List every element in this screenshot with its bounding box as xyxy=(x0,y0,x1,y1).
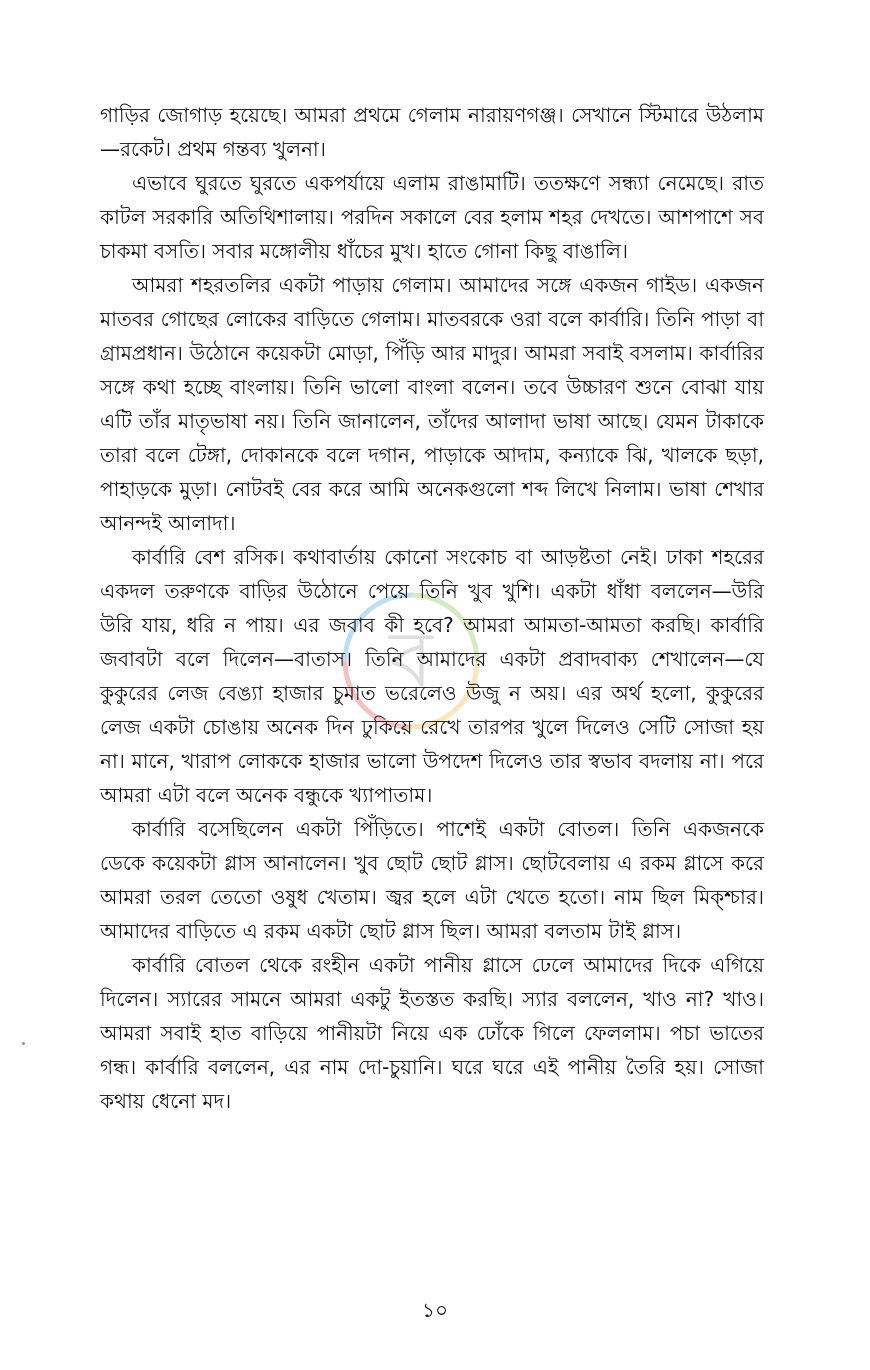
paragraph-1: গাড়ির জোগাড় হয়েছে। আমরা প্রথমে গেলাম নারায়ণগঞ্জ। সেখানে স্টিমারে উঠলাম—রকেট। প্রথম গন্তব্য খুলনা। xyxy=(100,103,764,161)
paragraph-5: কার্বারি বসেছিলেন একটা পিঁড়িতে। পাশেই একটা বোতল। তিনি একজনকে ডেকে কয়েকটা গ্লাস আনালেন। খুব ছোট ছোট গ্লাস। ছোটবেলায় এ রকম গ্লাসে করে আমরা তরল তেতো ওষুধ খেতাম। জ্বর হলে এটা খেতে হতো। নাম ছিল মিক্‌শ্চার। আমাদের বাড়িতে এ রকম একটা ছোট গ্লাস ছিল। আমরা বলতাম টাই গ্লাস। xyxy=(100,817,764,943)
page-number: ১০ xyxy=(422,1298,448,1322)
paragraph-4: কার্বারি বেশ রসিক। কথাবার্তায় কোনো সংকোচ বা আড়ষ্টতা নেই। ঢাকা শহরের একদল তরুণকে বাড়ির উঠোনে পেয়ে তিনি খুব খুশি। একটা ধাঁধা বললেন—উরি উরি যায়, ধরি ন পায়। এর জবাব কী হবে? আমরা আমতা-আমতা করছি। কার্বারি জবাবটা বলে দিলেন—বাতাস। তিনি আমাদের একটা প্রবাদবাক্য শেখালেন—যে কুকুরের লেজ বেঙ্যা হাজার চুমাত ভরেলেও উজু ন অয়। এর অর্থ হলো, কুকুরের লেজ একটা চোঙায় অনেক দিন ঢুকিয়ে রেখে তারপর খুলে দিলেও সেটি সোজা হয় না। মানে, খারাপ লোককে হাজার ভালো উপদেশ দিলেও তার স্বভাব বদলায় না। পরে আমরা এটা বলে অনেক বন্ধুকে খ্যাপাতাম। xyxy=(100,545,764,807)
paragraph-2: এভাবে ঘুরতে ঘুরতে একপর্যায়ে এলাম রাঙামাটি। ততক্ষণে সন্ধ্যা নেমেছে। রাত কাটল সরকারি অতিথিশালায়। পরদিন সকালে বের হলাম শহর দেখতে। আশপাশে সব চাকমা বসতি। সবার মঙ্গোলীয় ধাঁচের মুখ। হাতে গোনা কিছু বাঙালি। xyxy=(100,171,764,263)
watermark-glyph: ব xyxy=(389,615,433,705)
body-text xyxy=(100,98,764,1118)
paragraph-6: কার্বারি বোতল থেকে রংহীন একটা পানীয় গ্লাসে ঢেলে আমাদের দিকে এগিয়ে দিলেন। স্যারের সামনে আমরা একটু ইতস্তত করছি। স্যার বললেন, খাও না? খাও। আমরা সবাই হাত বাড়িয়ে পানীয়টা নিয়ে এক ঢোঁকে গিলে ফেললাম। পচা ভাতের গন্ধ। কার্বারি বললেন, এর নাম দো-চুয়ানি। ঘরে ঘরে এই পানীয় তৈরি হয়। সোজা কথায় ধেনো মদ। xyxy=(100,953,764,1113)
margin-dot xyxy=(22,1042,25,1045)
paragraph-3: আমরা শহরতলির একটা পাড়ায় গেলাম। আমাদের সঙ্গে একজন গাইড। একজন মাতবর গোছের লোকের বাড়িতে গেলাম। মাতবরকে ওরা বলে কার্বারি। তিনি পাড়া বা গ্রামপ্রধান। উঠোনে কয়েকটা মোড়া, পিঁড়ি আর মাদুর। আমরা সবাই বসলাম। কার্বারির সঙ্গে কথা হচ্ছে বাংলায়। তিনি ভালো বাংলা বলেন। তবে উচ্চারণ শুনে বোঝা যায় এটি তাঁর মাতৃভাষা নয়। তিনি জানালেন, তাঁদের আলাদা ভাষা আছে। যেমন টাকাকে তারা বলে টেঙ্গা, দোকানকে বলে দগান, পাড়াকে আদাম, কন্যাকে ঝি, খালকে ছড়া, পাহাড়কে মুড়া। নোটবই বের করে আমি অনেকগুলো শব্দ লিখে নিলাম। ভাষা শেখার আনন্দই আলাদা। xyxy=(100,273,764,535)
